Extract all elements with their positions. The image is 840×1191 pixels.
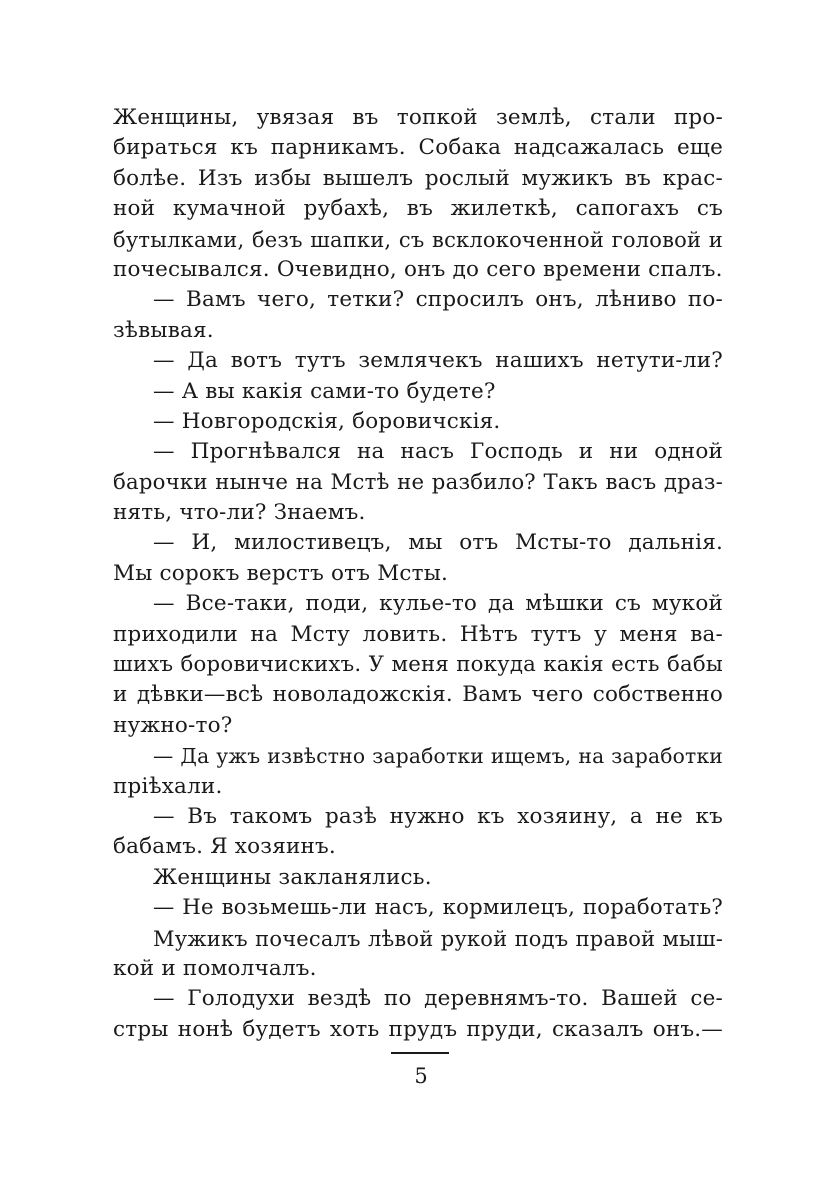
text-line: приходили на Мсту ловить. Нѣтъ тутъ у меня ва- xyxy=(113,621,723,647)
text-line: барочки нынче на Мстѣ не разбило? Такъ васъ драз- xyxy=(113,469,723,495)
text-line: — Да вотъ тутъ землячекъ нашихъ нетути-ли? xyxy=(153,348,723,374)
text-line: кой и помолчалъ. xyxy=(113,955,317,981)
text-line: — Новгородскія, боровичскія. xyxy=(153,408,501,434)
text-line: бутылками, безъ шапки, съ всклокоченной головой и xyxy=(113,227,723,252)
text-line: — Не возьмешь-ли насъ, кормилецъ, поработать? xyxy=(153,895,723,921)
text-line: — Все-таки, поди, кулье-то да мѣшки съ мукой xyxy=(153,591,723,617)
text-line: — Голодухи вездѣ по деревнямъ-то. Вашей се- xyxy=(153,986,723,1012)
text-line: шихъ боровичискихъ. У меня покуда какія есть бабы xyxy=(113,652,723,678)
text-line: бираться къ парникамъ. Собака надсажалась еще xyxy=(113,135,723,161)
text-line: и дѣвки—всѣ новоладожскія. Вамъ чего собственно xyxy=(113,682,723,708)
text-line: — А вы какія сами-то будете? xyxy=(153,378,496,404)
text-line: — Прогнѣвался на насъ Господь и ни одной xyxy=(153,439,723,465)
text-line: нять, что-ли? Знаемъ. xyxy=(113,500,366,526)
text-line: пріѣхали. xyxy=(113,773,223,799)
text-line: Женщины, увязая въ топкой землѣ, стали про- xyxy=(113,105,723,130)
text-line: нужно-то? xyxy=(113,712,233,738)
text-line: Мужикъ почесалъ лѣвой рукой подъ правой мыш- xyxy=(153,926,723,951)
text-line: — Вамъ чего, тетки? спросилъ онъ, лѣниво по- xyxy=(153,287,723,313)
text-line: — Въ такомъ разѣ нужно къ хозяину, а не къ xyxy=(153,803,723,829)
page-footer xyxy=(0,1052,840,1088)
text-line: бабамъ. Я хозяинъ. xyxy=(113,834,336,860)
text-line: — И, милостивецъ, мы отъ Мсты-то дальнія. xyxy=(153,530,723,556)
text-line: ной кумачной рубахѣ, въ жилеткѣ, сапогахъ съ xyxy=(113,196,723,222)
text-line: — Да ужъ извѣстно заработки ищемъ, на заработки xyxy=(153,744,723,769)
text-line: Мы сорокъ верстъ отъ Мсты. xyxy=(113,560,449,586)
text-line: Женщины закланялись. xyxy=(153,864,432,890)
page-number: 5 xyxy=(414,1064,428,1088)
page-body-text xyxy=(113,103,723,1045)
text-line: болѣе. Изъ избы вышелъ рослый мужикъ въ крас- xyxy=(113,165,723,191)
text-line: стры нонѣ будетъ хоть прудъ пруди, сказалъ онъ.— xyxy=(113,1016,723,1042)
footer-divider xyxy=(391,1052,449,1054)
text-line: почесывался. Очевидно, онъ до сего времени спалъ. xyxy=(113,256,723,282)
text-line: зѣвывая. xyxy=(113,317,214,343)
